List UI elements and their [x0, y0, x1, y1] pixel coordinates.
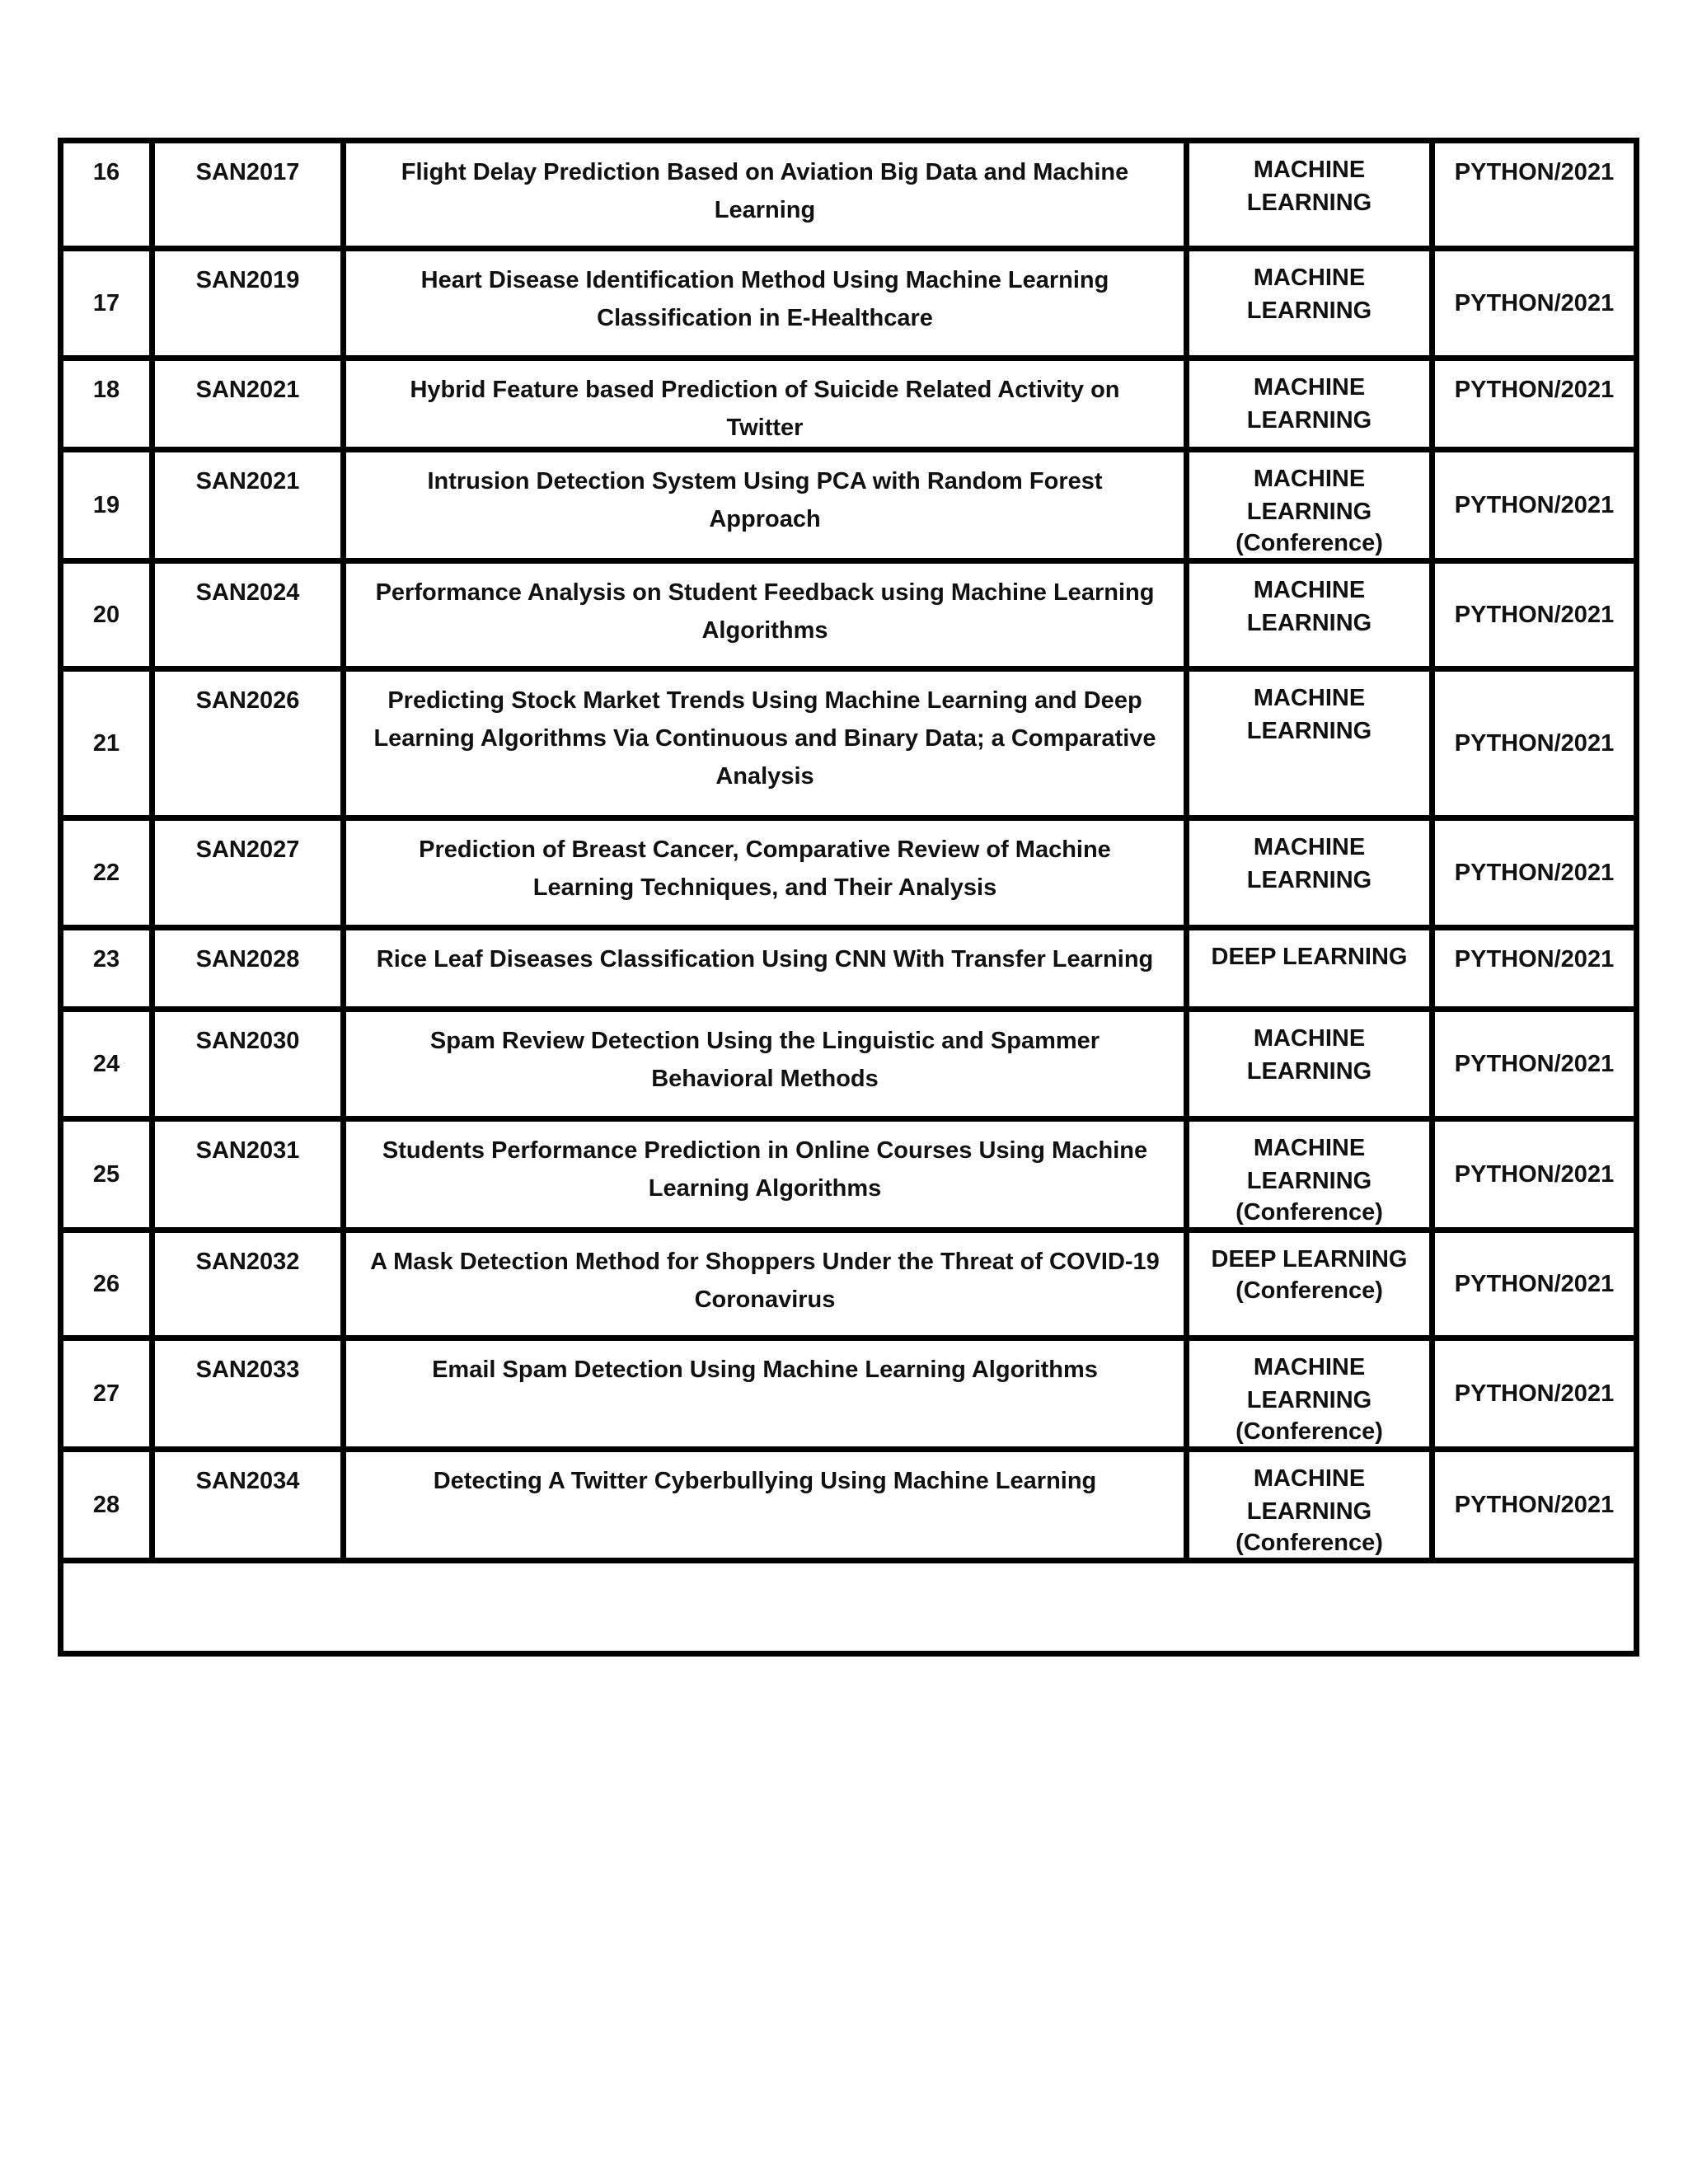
- row-number: 26: [61, 1230, 152, 1338]
- project-technology: PYTHON/2021: [1432, 450, 1637, 561]
- project-code: SAN2034: [152, 1450, 344, 1561]
- project-title: A Mask Detection Method for Shoppers Under the Threat of COVID-19 Coronavirus: [344, 1230, 1187, 1338]
- project-technology: PYTHON/2021: [1432, 928, 1637, 1010]
- row-number: 20: [61, 561, 152, 669]
- project-code: SAN2030: [152, 1010, 344, 1119]
- project-domain: MACHINE LEARNING: [1187, 818, 1432, 928]
- row-number: 17: [61, 249, 152, 359]
- project-technology: PYTHON/2021: [1432, 1119, 1637, 1230]
- project-table: [58, 138, 1639, 1657]
- row-number: 23: [61, 928, 152, 1010]
- row-number: 25: [61, 1119, 152, 1230]
- project-code: SAN2027: [152, 818, 344, 928]
- project-code: SAN2024: [152, 561, 344, 669]
- project-title: Hybrid Feature based Prediction of Suicide Related Activity on Twitter: [344, 359, 1187, 450]
- project-title: Email Spam Detection Using Machine Learning Algorithms: [344, 1338, 1187, 1450]
- project-code: SAN2026: [152, 669, 344, 818]
- project-title: Predicting Stock Market Trends Using Machine Learning and Deep Learning Algorithms Via Continuous and Binary Data; a Comparative Analysis: [344, 669, 1187, 818]
- project-code: SAN2031: [152, 1119, 344, 1230]
- project-technology: PYTHON/2021: [1432, 818, 1637, 928]
- table-row: [61, 141, 1637, 249]
- project-technology: PYTHON/2021: [1432, 1450, 1637, 1561]
- project-domain: MACHINE LEARNING: [1187, 141, 1432, 249]
- project-code: SAN2019: [152, 249, 344, 359]
- row-number: 24: [61, 1010, 152, 1119]
- project-title: Rice Leaf Diseases Classification Using CNN With Transfer Learning: [344, 928, 1187, 1010]
- row-number: 28: [61, 1450, 152, 1561]
- row-number: 21: [61, 669, 152, 818]
- project-domain: MACHINE LEARNING: [1187, 669, 1432, 818]
- project-domain: MACHINE LEARNING (Conference): [1187, 1450, 1432, 1561]
- project-code: SAN2033: [152, 1338, 344, 1450]
- table-row: [61, 450, 1637, 561]
- project-code: SAN2028: [152, 928, 344, 1010]
- project-domain: DEEP LEARNING: [1187, 928, 1432, 1010]
- project-technology: PYTHON/2021: [1432, 249, 1637, 359]
- project-domain: MACHINE LEARNING: [1187, 249, 1432, 359]
- table-row: [61, 561, 1637, 669]
- project-title: Performance Analysis on Student Feedback using Machine Learning Algorithms: [344, 561, 1187, 669]
- project-title: Detecting A Twitter Cyberbullying Using Machine Learning: [344, 1450, 1187, 1561]
- table-row: [61, 249, 1637, 359]
- project-domain: MACHINE LEARNING: [1187, 359, 1432, 450]
- empty-table-row: [61, 1561, 1637, 1654]
- row-number: 19: [61, 450, 152, 561]
- table-row: [61, 928, 1637, 1010]
- empty-cell: [61, 1561, 1637, 1654]
- project-technology: PYTHON/2021: [1432, 1338, 1637, 1450]
- table-row: [61, 1119, 1637, 1230]
- table-row: [61, 1450, 1637, 1561]
- table-row: [61, 669, 1637, 818]
- table-row: [61, 1010, 1637, 1119]
- table-row: [61, 1230, 1637, 1338]
- project-technology: PYTHON/2021: [1432, 561, 1637, 669]
- table-row: [61, 359, 1637, 450]
- project-title: Spam Review Detection Using the Linguistic and Spammer Behavioral Methods: [344, 1010, 1187, 1119]
- project-domain: MACHINE LEARNING (Conference): [1187, 450, 1432, 561]
- project-domain: MACHINE LEARNING: [1187, 561, 1432, 669]
- project-domain: MACHINE LEARNING: [1187, 1010, 1432, 1119]
- row-number: 18: [61, 359, 152, 450]
- project-code: SAN2032: [152, 1230, 344, 1338]
- project-title: Heart Disease Identification Method Using Machine Learning Classification in E-Healthcare: [344, 249, 1187, 359]
- project-domain: MACHINE LEARNING (Conference): [1187, 1338, 1432, 1450]
- project-technology: PYTHON/2021: [1432, 669, 1637, 818]
- project-technology: PYTHON/2021: [1432, 359, 1637, 450]
- project-code: SAN2021: [152, 450, 344, 561]
- row-number: 16: [61, 141, 152, 249]
- project-title: Prediction of Breast Cancer, Comparative Review of Machine Learning Techniques, and Their Analysis: [344, 818, 1187, 928]
- project-code: SAN2021: [152, 359, 344, 450]
- project-domain: DEEP LEARNING (Conference): [1187, 1230, 1432, 1338]
- table-row: [61, 1338, 1637, 1450]
- row-number: 22: [61, 818, 152, 928]
- project-code: SAN2017: [152, 141, 344, 249]
- project-domain: MACHINE LEARNING (Conference): [1187, 1119, 1432, 1230]
- project-technology: PYTHON/2021: [1432, 1230, 1637, 1338]
- project-technology: PYTHON/2021: [1432, 1010, 1637, 1119]
- row-number: 27: [61, 1338, 152, 1450]
- table-row: [61, 818, 1637, 928]
- project-title: Flight Delay Prediction Based on Aviation Big Data and Machine Learning: [344, 141, 1187, 249]
- project-technology: PYTHON/2021: [1432, 141, 1637, 249]
- project-title: Students Performance Prediction in Online Courses Using Machine Learning Algorithms: [344, 1119, 1187, 1230]
- project-title: Intrusion Detection System Using PCA with Random Forest Approach: [344, 450, 1187, 561]
